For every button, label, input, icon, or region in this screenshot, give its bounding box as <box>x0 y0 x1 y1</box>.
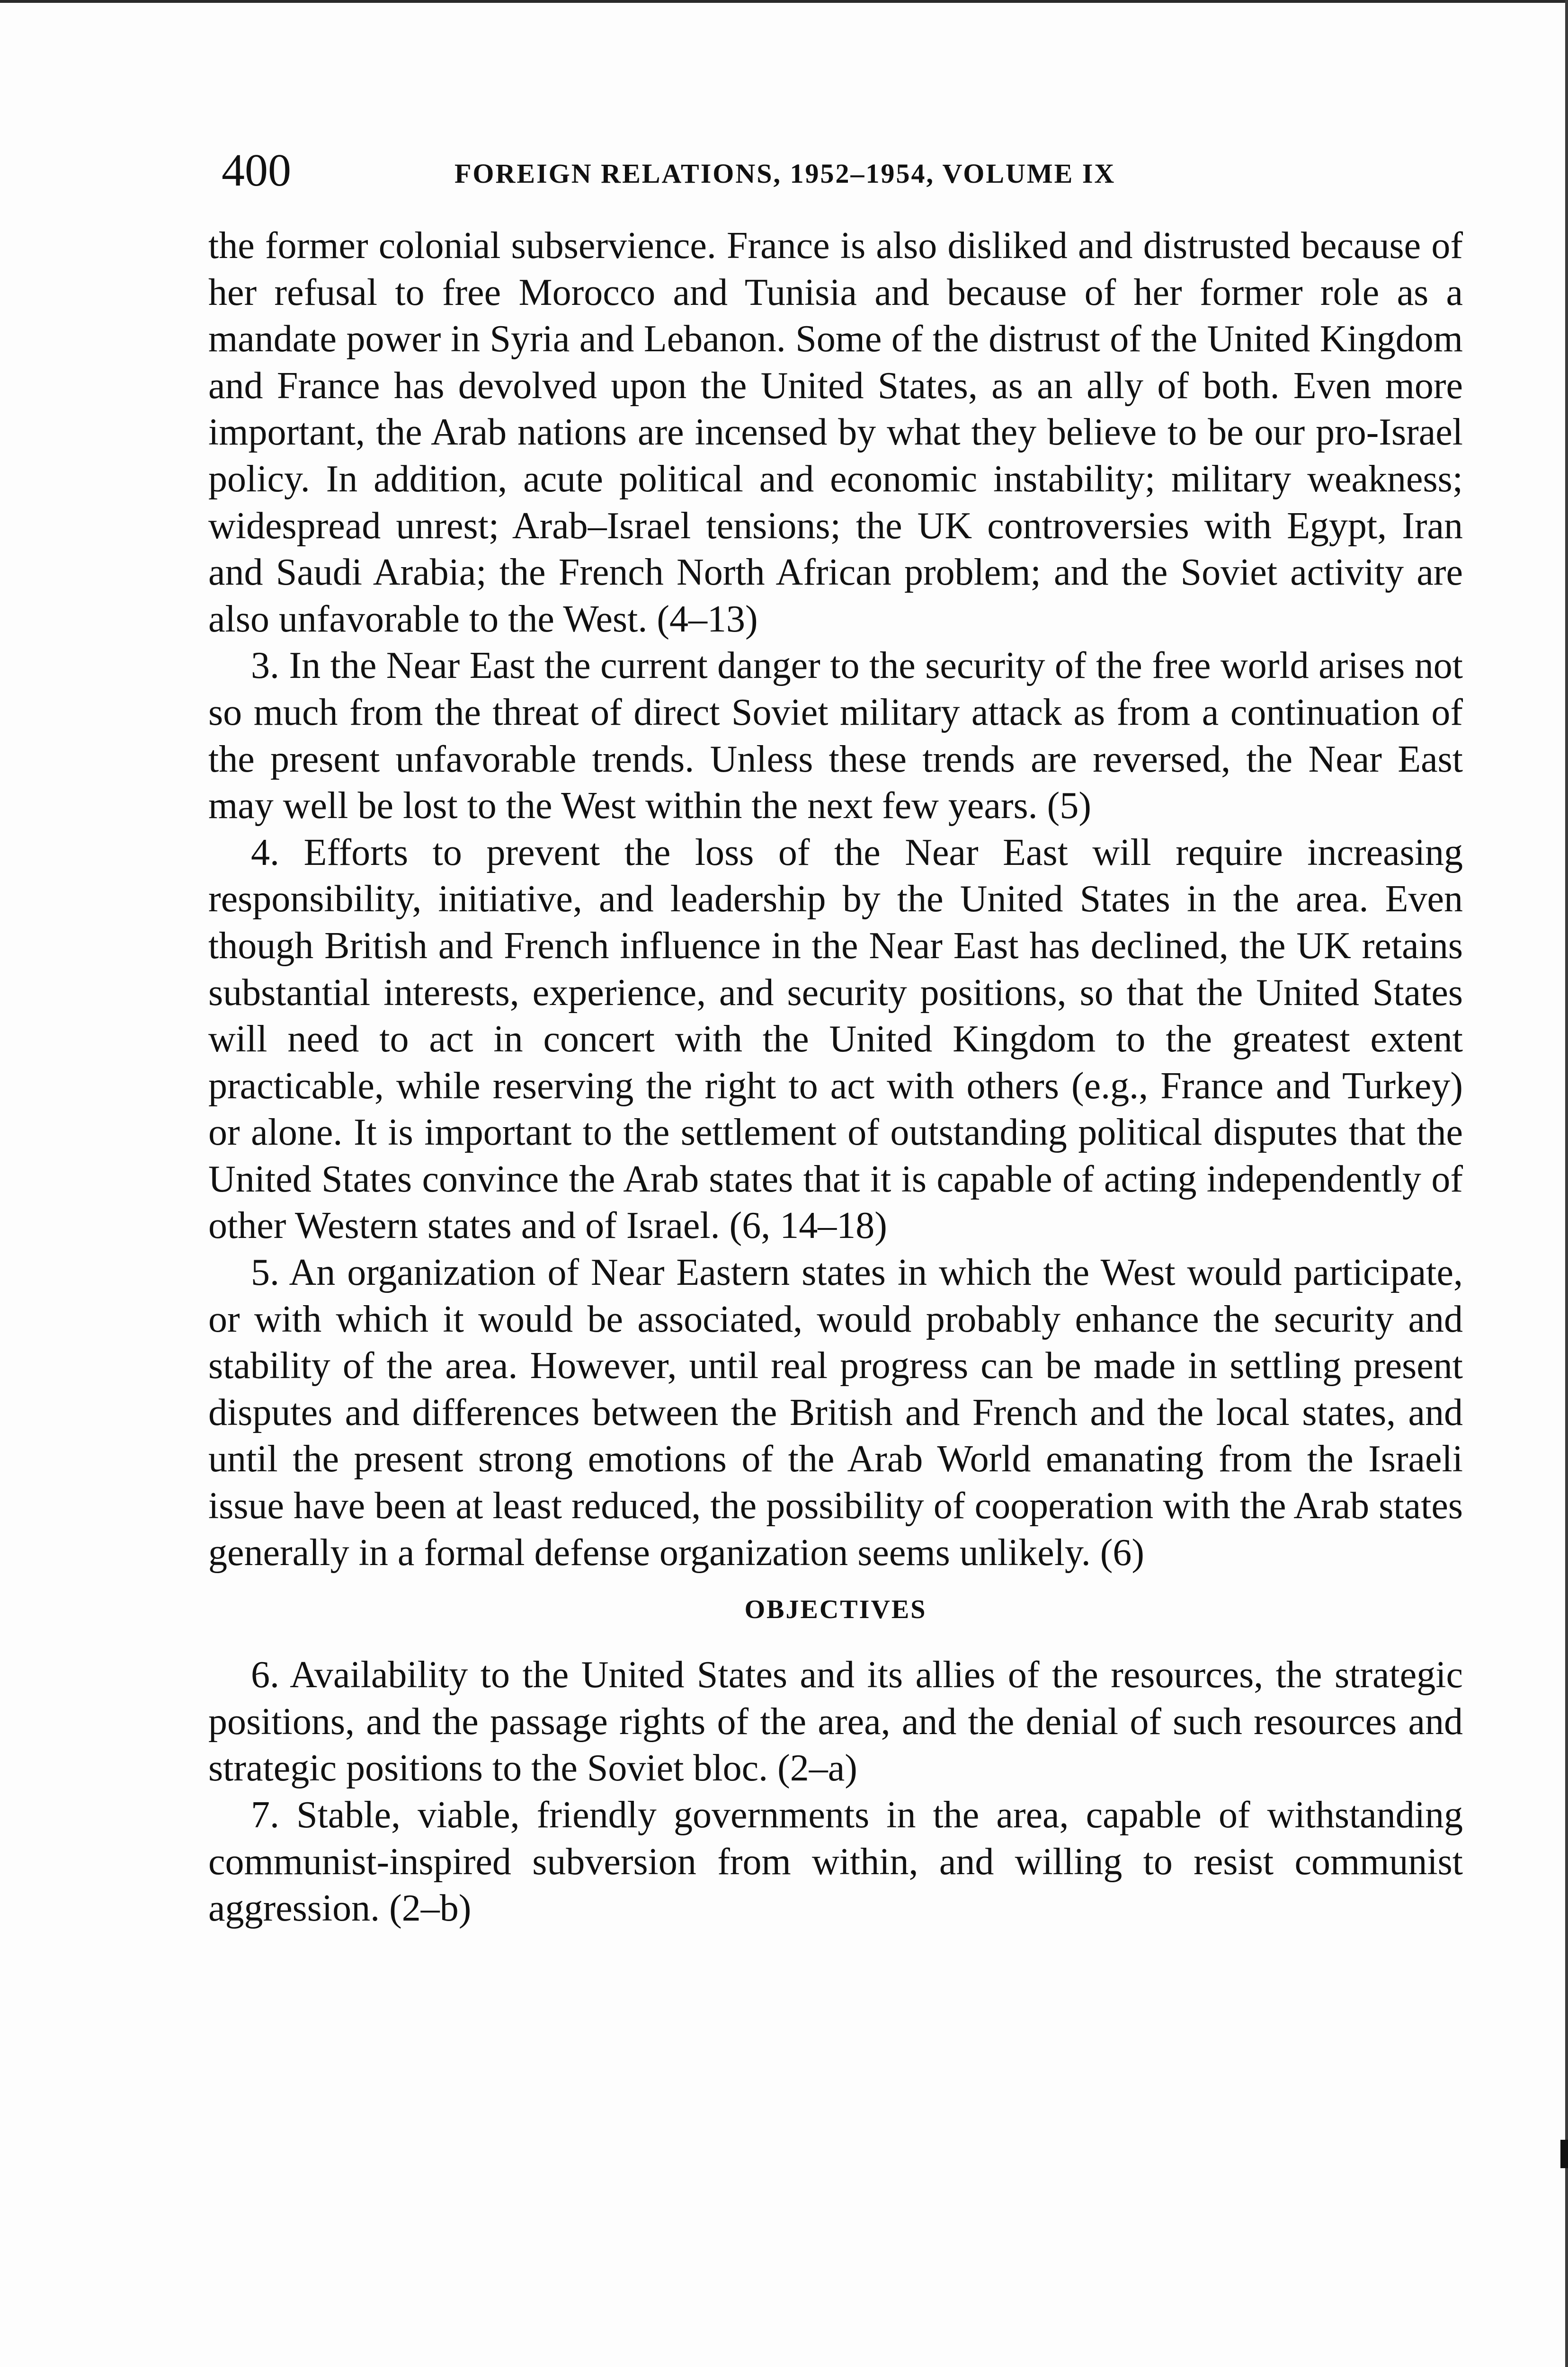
paragraph-5: 5. An organization of Near Eastern states in which the West would participate, or with which it would be associated, would probably enhance the security and stability of the area. However, until real progress can be made in settling present disputes and differences between the British and French and the local states, and until the present strong emotions of the Arab World emanating from the Israeli issue have been at least reduced, the possibility of cooperation with the Arab states generally in a formal defense organization seems unlikely. (6) <box>208 1252 1463 1574</box>
paragraph-7: 7. Stable, viable, friendly governments in the area, capable of withstanding communist-inspired subversion from within, and willing to resist communist aggression. (2–b) <box>208 1794 1463 1930</box>
paragraph-4: 4. Efforts to prevent the loss of the Near East will require increasing responsibility, initiative, and leadership by the United States in the area. Even though British and French influence in the Near East has declined, the UK retains substantial interests, experience, and security positions, so that the United States will need to act in concert with the United Kingdom to the greatest extent practicable, while reserving the right to act with others (e.g., France and Turkey) or alone. It is important to the settlement of outstanding political disputes that the United States convince the Arab states that it is capable of acting independently of other Western states and of Israel. (6, 14–18) <box>208 831 1463 1247</box>
body-text <box>208 222 1463 1932</box>
paragraph-continuation: the former colonial subservience. France is also disliked and distrusted because of her refusal to free Morocco and Tunisia and because of her former role as a mandate power in Syria and Lebanon. Some of the distrust of the United Kingdom and France has devolved upon the United States, as an ally of both. Even more important, the Arab nations are incensed by what they believe to be our pro-Israel policy. In addition, acute political and economic instability; military weakness; widespread unrest; Arab–Israel tensions; the UK controversies with Egypt, Iran and Saudi Arabia; the French North African problem; and the Soviet activity are also unfavorable to the West. (4–13) <box>208 225 1463 640</box>
scan-border-top <box>0 0 1568 3</box>
scan-border-right <box>1565 0 1568 2367</box>
objectives-heading: OBJECTIVES <box>744 1595 927 1625</box>
running-head: FOREIGN RELATIONS, 1952–1954, VOLUME IX <box>454 158 1116 189</box>
paragraph-6: 6. Availability to the United States and its allies of the resources, the strategic positions, and the passage rights of the area, and the denial of such resources and strategic positions to the Soviet bloc. (2–a) <box>208 1654 1463 1789</box>
page-number: 400 <box>222 145 291 196</box>
paragraph-3: 3. In the Near East the current danger to the security of the free world arises not so much from the threat of direct Soviet military attack as from a continuation of the present unfavorable trends. Unless these trends are reversed, the Near East may well be lost to the West within the next few years. (5) <box>208 645 1463 827</box>
scan-margin-mark <box>1560 2140 1568 2168</box>
page-header <box>222 137 1471 204</box>
